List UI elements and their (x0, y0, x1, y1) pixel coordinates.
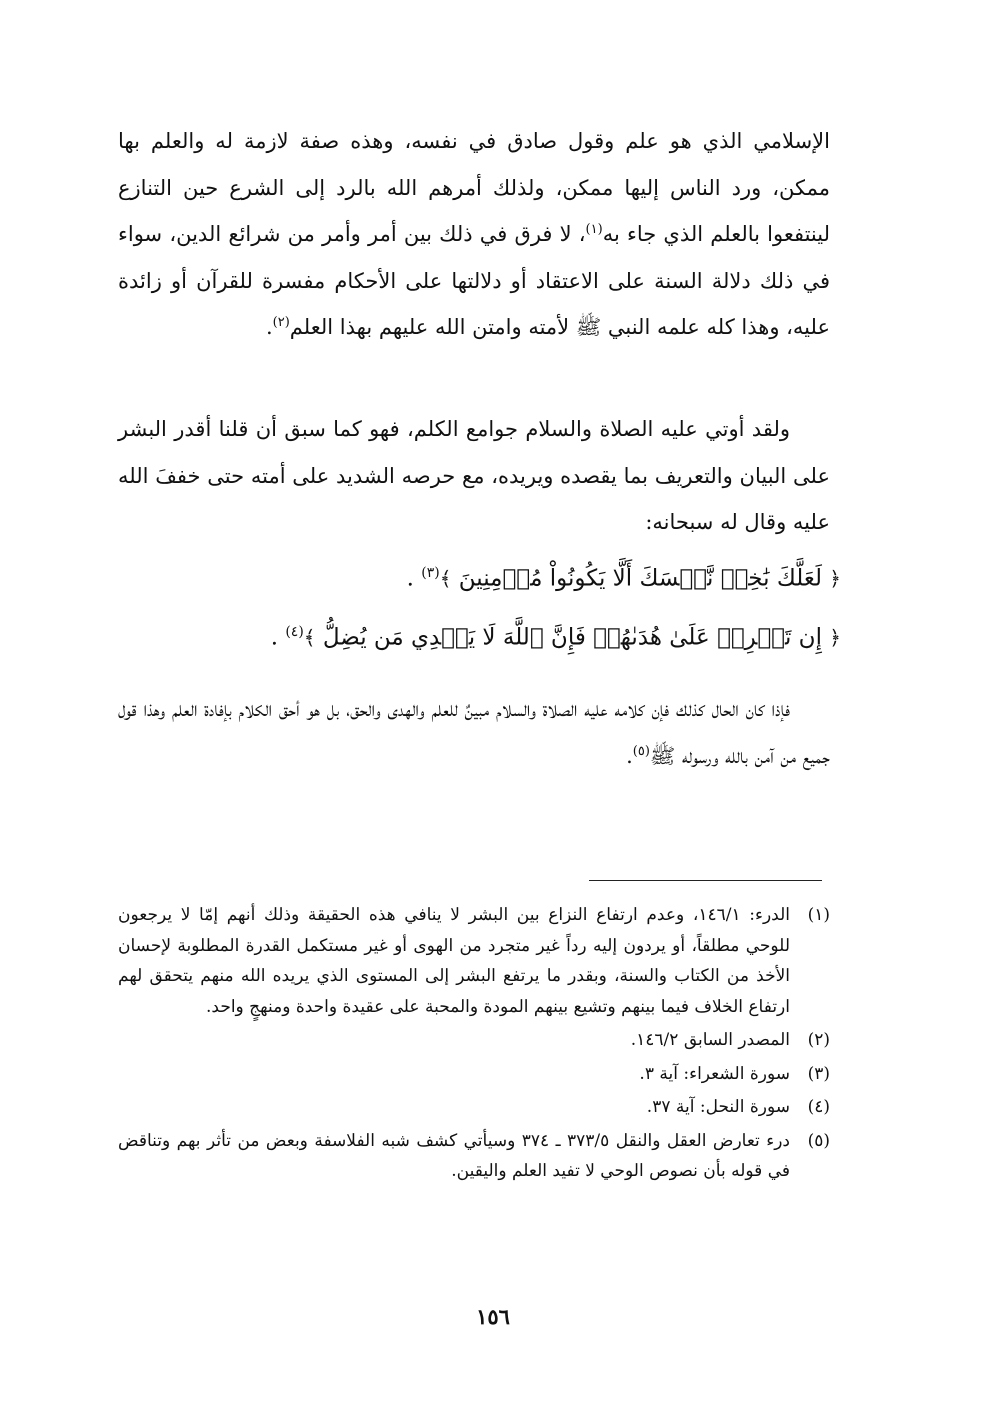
verse-end: . (406, 565, 414, 592)
footnote-number: (١) (807, 905, 830, 925)
footnote-ref-4[interactable]: (٤) (285, 624, 304, 640)
footnote-1 (118, 900, 830, 1022)
footnote-text: درء تعارض العقل والنقل ٣٧٣/٥ ـ ٣٧٤ وسيأتي كشف شبه الفلاسفة وبعض من تأثر بهم وتناقض في قوله بأن نصوص الوحي لا تفيد العلم واليقين. (118, 1130, 790, 1181)
verse-text: إِن تَحۡرِصۡ عَلَىٰ هُدَىٰهُمۡ فَإِنَّ ٱللَّهَ لَا يَهۡدِي مَن يُضِلُّ (322, 624, 822, 651)
para1-line-3b: ، لا فرق في ذلك بين أمر وأمر من شرائع (228, 222, 586, 246)
quran-verse-2 (271, 612, 841, 658)
footnotes-section (118, 900, 830, 1190)
para1-end: . (265, 315, 273, 339)
footnote-ref-3[interactable]: (٣) (421, 565, 440, 581)
para1-line-2: ممكن، ورد الناس إليها ممكن، ولذلك أمرهم الله بالرد إلى الشرع حين التنازع (118, 175, 830, 200)
quran-verse-1 (407, 553, 841, 599)
paragraph-1 (118, 118, 830, 351)
footnote-ref-2[interactable]: (٢) (272, 315, 290, 330)
footnote-number: (٥) (807, 1130, 830, 1151)
para3-end: . (626, 743, 633, 768)
para1-line-1: الإسلامي الذي هو علم وقول صادق في نفسه، وهذه صفة لازمة له والعلم بها (118, 129, 830, 153)
footnote-2 (118, 1025, 830, 1056)
footnote-3 (118, 1059, 830, 1090)
verse-end: . (270, 624, 279, 651)
footnote-number: (٤) (807, 1097, 830, 1117)
para1-line-5: للقرآن أو زائدة عليه، وهذا كله علمه النبي ﷺ لأمته وامتن الله عليهم بهذا (118, 268, 830, 339)
footnote-5 (118, 1126, 830, 1187)
footnote-ref-5[interactable]: (٥) (632, 743, 650, 759)
verse-bracket-open: ﴿ (829, 625, 841, 650)
para1-line-4: الدين، سواء في ذلك دلالة السنة على الاعتقاد أو دلالتها على الأحكام مفسرة (118, 222, 830, 293)
verse-bracket-close: ﴾ (439, 566, 452, 591)
footnote-text: الدرء: ١٤٦/١، وعدم ارتفاع النزاع بين البشر لا ينافي هذه الحقيقة وذلك أنهم إمّا لا يرجعون للوحي مطلقاً، أو يردون إليه رداً غير متجرد من الهوى أو غير مستكمل القدرة المطلوبة لإحسان الأخذ من الكتاب والسنة، وبقدر ما يرتفع البشر إلى المستوى الذي يريده الله منهم يتحقق لهم ارتفاع الخلاف فيما بينهم وتشيع بينهم المودة والمحبة على عقيدة واحدة ومنهجٍ واحد. (118, 905, 790, 1017)
para3-text: فإذا كان الحال كذلك فإن كلامه عليه الصلاة والسلام مبينٌ للعلم والهدى والحق، بل هو أحق الكلام بإفادة العلم وهذا قول جميع من آمن بالله ورسوله ﷺ (118, 697, 830, 768)
footnote-text: سورة النحل: آية ٣٧. (646, 1097, 790, 1117)
footnote-separator (589, 880, 822, 881)
verse-text: لَعَلَّكَ بَٰخِعٞ نَّفۡسَكَ أَلَّا يَكُونُواْ مُؤۡمِنِينَ (458, 565, 822, 592)
verse-bracket-close: ﴾ (303, 625, 316, 650)
paragraph-3 (118, 686, 830, 779)
para1-line-6: العلم (289, 315, 334, 339)
footnote-text: سورة الشعراء: آية ٣. (639, 1063, 790, 1084)
page-number: ١٥٦ (476, 1304, 510, 1329)
verse-bracket-open: ﴿ (829, 566, 841, 591)
footnote-number: (٢) (807, 1030, 830, 1050)
para1-line-3a: لينتفعوا بالعلم الذي جاء به (602, 222, 830, 246)
paragraph-2: ولقد أوتي عليه الصلاة والسلام جوامع الكلم، فهو كما سبق أن قلنا أقدر البشر على البيان والتعريف بما يقصده ويريده، مع حرصه الشديد على أمته حتى خففَ الله عليه وقال له سبحانه: (118, 417, 830, 534)
footnote-4 (118, 1092, 830, 1123)
footnote-text: المصدر السابق ١٤٦/٢. (630, 1030, 790, 1050)
footnote-number: (٣) (807, 1063, 830, 1084)
footnote-ref-1[interactable]: (١) (585, 222, 603, 237)
